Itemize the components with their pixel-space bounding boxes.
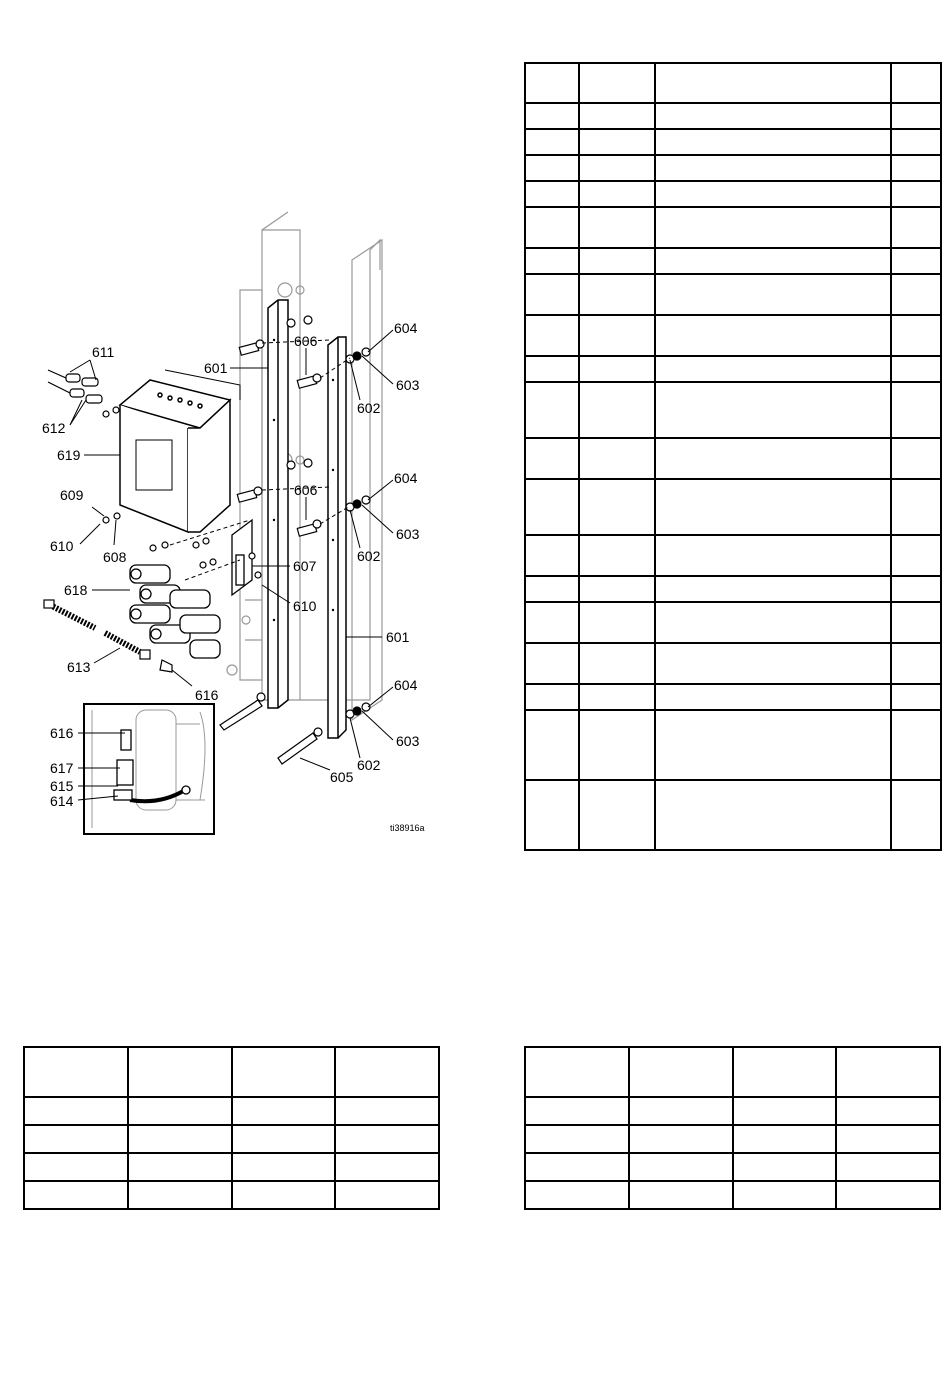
table-cell	[525, 684, 579, 710]
table-cell	[525, 129, 579, 155]
header-cell	[128, 1047, 232, 1097]
header-cell	[525, 63, 579, 103]
table-cell	[733, 1097, 837, 1125]
table-cell	[655, 315, 891, 356]
table-cell	[525, 382, 579, 438]
inset-detail	[84, 704, 214, 834]
table-cell	[579, 181, 655, 207]
table-cell	[525, 1125, 629, 1153]
table-cell	[733, 1153, 837, 1181]
table-row	[525, 710, 941, 780]
table-cell	[579, 274, 655, 315]
callout-610: 610	[50, 538, 74, 554]
table-cell	[655, 207, 891, 248]
table-cell	[232, 1125, 336, 1153]
sensor-cables	[48, 370, 102, 403]
table-cell	[24, 1153, 128, 1181]
callout-616: 616	[50, 725, 74, 741]
table-row	[525, 382, 941, 438]
table-cell	[891, 382, 941, 438]
table-cell	[128, 1125, 232, 1153]
table-cell	[655, 780, 891, 850]
table-header-row	[525, 1047, 940, 1097]
callout-608: 608	[103, 549, 127, 565]
table-row	[525, 248, 941, 274]
table-cell	[891, 535, 941, 576]
table-cell	[655, 643, 891, 684]
table-row	[525, 207, 941, 248]
callout-601: 601	[204, 360, 228, 376]
table-cell	[655, 356, 891, 382]
callout-606: 606	[294, 333, 318, 349]
callout-603: 603	[396, 733, 420, 749]
table-row	[525, 780, 941, 850]
callout-604: 604	[394, 320, 418, 336]
table-cell	[579, 315, 655, 356]
table-cell	[891, 103, 941, 129]
header-cell	[655, 63, 891, 103]
table-row	[525, 1097, 940, 1125]
table-cell	[579, 602, 655, 643]
table-row	[525, 103, 941, 129]
table-cell	[579, 103, 655, 129]
table-cell	[335, 1125, 439, 1153]
table-cell	[525, 103, 579, 129]
exploded-parts-diagram	[0, 0, 520, 900]
table-cell	[579, 356, 655, 382]
image-reference: ti38916a	[390, 823, 425, 833]
parts-table	[524, 62, 942, 851]
table-cell	[525, 438, 579, 479]
table-header-row	[525, 63, 941, 103]
table-row	[525, 479, 941, 535]
table-cell	[579, 155, 655, 181]
header-cell	[579, 63, 655, 103]
table-cell	[232, 1097, 336, 1125]
table-cell	[891, 274, 941, 315]
table-cell	[655, 103, 891, 129]
callout-618: 618	[64, 582, 88, 598]
callout-610: 610	[293, 598, 317, 614]
table-row	[525, 155, 941, 181]
table-cell	[128, 1153, 232, 1181]
header-cell	[733, 1047, 837, 1097]
table-cell	[655, 576, 891, 602]
table-cell	[891, 438, 941, 479]
callout-603: 603	[396, 377, 420, 393]
table-row	[525, 274, 941, 315]
table-cell	[655, 684, 891, 710]
table-cell	[891, 248, 941, 274]
valve-assembly	[130, 565, 220, 658]
table-cell	[655, 129, 891, 155]
table-row	[525, 129, 941, 155]
table-row	[525, 1125, 940, 1153]
table-cell	[891, 479, 941, 535]
table-cell	[836, 1125, 940, 1153]
callout-617: 617	[50, 760, 74, 776]
table-cell	[525, 181, 579, 207]
rail-bar-right	[328, 337, 346, 738]
table-cell	[629, 1153, 733, 1181]
callout-612: 612	[42, 420, 66, 436]
table-row	[24, 1153, 439, 1181]
table-cell	[335, 1097, 439, 1125]
callout-616: 616	[195, 687, 219, 703]
callout-606: 606	[294, 482, 318, 498]
table-cell	[891, 356, 941, 382]
table-cell	[579, 684, 655, 710]
table-cell	[891, 684, 941, 710]
table-row	[525, 576, 941, 602]
header-cell	[836, 1047, 940, 1097]
callout-602: 602	[357, 548, 381, 564]
callout-614: 614	[50, 793, 74, 809]
table-cell	[891, 710, 941, 780]
callout-607: 607	[293, 558, 317, 574]
table-cell	[733, 1181, 837, 1209]
table-cell	[525, 274, 579, 315]
callout-601: 601	[386, 629, 410, 645]
table-row	[525, 315, 941, 356]
table-cell	[891, 602, 941, 643]
table-cell	[525, 643, 579, 684]
header-cell	[629, 1047, 733, 1097]
table-cell	[579, 710, 655, 780]
table-header-row	[24, 1047, 439, 1097]
table-row	[525, 1153, 940, 1181]
table-cell	[525, 602, 579, 643]
table-cell	[891, 129, 941, 155]
callout-611: 611	[92, 344, 115, 360]
table-cell	[629, 1097, 733, 1125]
table-cell	[579, 643, 655, 684]
table-cell	[655, 382, 891, 438]
table-row	[24, 1097, 439, 1125]
table-cell	[891, 780, 941, 850]
cabinet-frame	[227, 212, 382, 720]
header-cell	[335, 1047, 439, 1097]
header-cell	[24, 1047, 128, 1097]
table-cell	[335, 1181, 439, 1209]
table-cell	[579, 576, 655, 602]
table-cell	[655, 248, 891, 274]
table-cell	[525, 248, 579, 274]
table-cell	[629, 1181, 733, 1209]
header-cell	[232, 1047, 336, 1097]
table-cell	[525, 780, 579, 850]
table-cell	[579, 382, 655, 438]
table-cell	[891, 576, 941, 602]
table-row	[525, 356, 941, 382]
table-cell	[836, 1097, 940, 1125]
table-cell	[24, 1125, 128, 1153]
header-cell	[891, 63, 941, 103]
table-row	[525, 602, 941, 643]
table-cell	[525, 207, 579, 248]
callout-602: 602	[357, 757, 381, 773]
callout-603: 603	[396, 526, 420, 542]
table-cell	[655, 274, 891, 315]
table-cell	[128, 1181, 232, 1209]
callout-615: 615	[50, 778, 74, 794]
table-cell	[836, 1181, 940, 1209]
table-cell	[891, 643, 941, 684]
control-box	[120, 370, 240, 532]
table-cell	[525, 1153, 629, 1181]
kit-table-left	[23, 1046, 440, 1210]
table-cell	[655, 535, 891, 576]
table-cell	[655, 710, 891, 780]
table-cell	[579, 535, 655, 576]
table-cell	[891, 155, 941, 181]
table-cell	[655, 181, 891, 207]
rail-bar-left	[268, 300, 288, 708]
table-cell	[579, 129, 655, 155]
table-row	[525, 643, 941, 684]
table-cell	[655, 438, 891, 479]
table-cell	[24, 1181, 128, 1209]
table-cell	[579, 479, 655, 535]
table-cell	[24, 1097, 128, 1125]
table-cell	[525, 1097, 629, 1125]
table-cell	[891, 315, 941, 356]
table-cell	[891, 181, 941, 207]
table-row	[525, 1181, 940, 1209]
table-cell	[891, 207, 941, 248]
table-cell	[579, 780, 655, 850]
table-row	[525, 684, 941, 710]
table-row	[525, 438, 941, 479]
table-cell	[525, 356, 579, 382]
table-cell	[128, 1097, 232, 1125]
table-cell	[525, 710, 579, 780]
table-cell	[335, 1153, 439, 1181]
table-cell	[579, 438, 655, 479]
table-cell	[525, 1181, 629, 1209]
table-row	[24, 1181, 439, 1209]
table-cell	[525, 155, 579, 181]
callout-602: 602	[357, 400, 381, 416]
table-row	[24, 1125, 439, 1153]
table-cell	[655, 602, 891, 643]
callout-605: 605	[330, 769, 354, 785]
table-cell	[579, 207, 655, 248]
table-cell	[629, 1125, 733, 1153]
callout-613: 613	[67, 659, 91, 675]
table-cell	[525, 479, 579, 535]
table-cell	[836, 1153, 940, 1181]
callout-609: 609	[60, 487, 84, 503]
callout-619: 619	[57, 447, 81, 463]
table-cell	[733, 1125, 837, 1153]
table-cell	[525, 576, 579, 602]
header-cell	[525, 1047, 629, 1097]
table-cell	[579, 248, 655, 274]
table-cell	[525, 535, 579, 576]
table-cell	[525, 315, 579, 356]
callout-604: 604	[394, 677, 418, 693]
table-row	[525, 535, 941, 576]
table-row	[525, 181, 941, 207]
table-cell	[232, 1181, 336, 1209]
callout-604: 604	[394, 470, 418, 486]
table-cell	[232, 1153, 336, 1181]
kit-table-right	[524, 1046, 941, 1210]
table-cell	[655, 479, 891, 535]
table-cell	[655, 155, 891, 181]
